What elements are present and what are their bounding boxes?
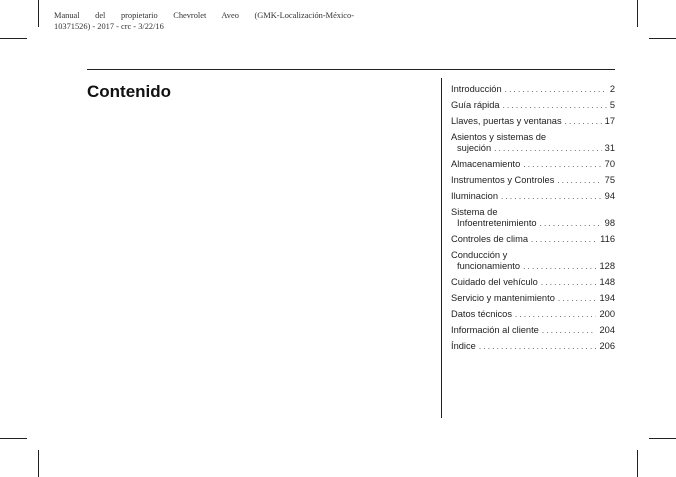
toc-entry[interactable] bbox=[451, 309, 615, 320]
crop-mark-tr-v bbox=[637, 0, 638, 27]
toc-leader-dots bbox=[540, 218, 602, 229]
toc-entry-page: 5 bbox=[609, 100, 615, 110]
toc-leader-dots bbox=[523, 159, 601, 170]
toc-entry-label: Índice bbox=[451, 341, 476, 351]
toc-entry[interactable] bbox=[451, 277, 615, 288]
toc-entry-label: Instrumentos y Controles bbox=[451, 175, 555, 185]
toc-entry-row bbox=[451, 116, 615, 127]
print-header-line-1: Manual del propietario Chevrolet Aveo (GMK-Localización-México- bbox=[54, 11, 354, 20]
toc-entry[interactable] bbox=[451, 116, 615, 127]
toc-entry-row bbox=[451, 191, 615, 202]
toc-entry[interactable] bbox=[451, 250, 615, 272]
toc-leader-dots bbox=[505, 84, 607, 95]
toc-entry[interactable] bbox=[451, 234, 615, 245]
toc-entry-page: 148 bbox=[599, 277, 615, 287]
toc-entry-row bbox=[451, 84, 615, 95]
toc-entry-label: Iluminacion bbox=[451, 191, 499, 201]
toc-entry-label: Almacenamiento bbox=[451, 159, 521, 169]
toc-entry-label: Controles de clima bbox=[451, 234, 528, 244]
toc-entry-row bbox=[451, 293, 615, 304]
toc-leader-dots bbox=[531, 234, 597, 245]
toc-entry-row bbox=[451, 277, 615, 288]
toc-entry-label-line1: Sistema de bbox=[451, 207, 498, 217]
toc-leader-dots bbox=[558, 293, 597, 304]
toc-leader-dots bbox=[523, 261, 596, 272]
toc-leader-dots bbox=[494, 143, 602, 154]
toc-entry-page: 98 bbox=[604, 218, 615, 228]
toc-leader-dots bbox=[542, 325, 597, 336]
toc-entry-row bbox=[451, 159, 615, 170]
crop-mark-br-v bbox=[637, 450, 638, 477]
print-header-line-2: 10371526) - 2017 - crc - 3/22/16 bbox=[54, 21, 164, 31]
toc-entry-row bbox=[451, 261, 615, 272]
toc-entry-label: Infoentretenimiento bbox=[457, 218, 537, 228]
toc-entry-label: Datos técnicos bbox=[451, 309, 512, 319]
toc-entry-label: funcionamiento bbox=[457, 261, 521, 271]
toc-entry-row bbox=[451, 218, 615, 229]
toc-entry[interactable] bbox=[451, 293, 615, 304]
toc-entry-page: 75 bbox=[604, 175, 615, 185]
print-header bbox=[54, 11, 354, 32]
toc-entry[interactable] bbox=[451, 207, 615, 229]
column-divider bbox=[441, 78, 442, 418]
toc-entry-page: 128 bbox=[599, 261, 615, 271]
page-title: Contenido bbox=[87, 82, 172, 101]
crop-mark-bl-h bbox=[0, 438, 27, 439]
toc-entry-label: Guía rápida bbox=[451, 100, 500, 110]
toc-entry[interactable] bbox=[451, 159, 615, 170]
toc-leader-dots bbox=[541, 277, 597, 288]
toc-leader-dots bbox=[515, 309, 597, 320]
toc-entry-row bbox=[451, 309, 615, 320]
toc-entry-page: 17 bbox=[604, 116, 615, 126]
top-rule bbox=[87, 69, 615, 70]
toc-leader-dots bbox=[565, 116, 602, 127]
toc-entry-label: Cuidado del vehículo bbox=[451, 277, 538, 287]
toc-entry[interactable] bbox=[451, 84, 615, 95]
crop-mark-tl-h bbox=[0, 38, 27, 39]
toc-entry[interactable] bbox=[451, 132, 615, 154]
toc-entry-row bbox=[451, 143, 615, 154]
toc-entry-page: 31 bbox=[604, 143, 615, 153]
toc-entry-row bbox=[451, 341, 615, 352]
toc-entry-page: 194 bbox=[599, 293, 615, 303]
toc-entry-label: sujeción bbox=[457, 143, 492, 153]
toc-entry-label: Llaves, puertas y ventanas bbox=[451, 116, 562, 126]
toc-entry-row bbox=[451, 234, 615, 245]
toc-entry[interactable] bbox=[451, 175, 615, 186]
toc-entry-page: 206 bbox=[599, 341, 615, 351]
toc-entry-page: 116 bbox=[600, 234, 615, 244]
toc-entry-row bbox=[451, 175, 615, 186]
crop-mark-tl-v bbox=[38, 0, 39, 27]
toc-entry-label-line1: Asientos y sistemas de bbox=[451, 132, 547, 142]
toc-entry-page: 2 bbox=[609, 84, 615, 94]
crop-mark-tr-h bbox=[649, 38, 676, 39]
toc-entry-page: 200 bbox=[599, 309, 615, 319]
toc-leader-dots bbox=[557, 175, 601, 186]
toc-entry[interactable] bbox=[451, 191, 615, 202]
toc-entry-label: Introducción bbox=[451, 84, 502, 94]
toc-entry-label-line1: Conducción y bbox=[451, 250, 508, 260]
toc-entry-row bbox=[451, 100, 615, 111]
toc-leader-dots bbox=[503, 100, 607, 111]
toc-entry[interactable] bbox=[451, 100, 615, 111]
toc-entry-page: 70 bbox=[604, 159, 615, 169]
toc-entry-row bbox=[451, 325, 615, 336]
toc-entry-label: Información al cliente bbox=[451, 325, 539, 335]
toc-entry-label: Servicio y mantenimiento bbox=[451, 293, 555, 303]
toc-entry-page: 204 bbox=[599, 325, 615, 335]
toc-entry[interactable] bbox=[451, 341, 615, 352]
toc-entry-page: 94 bbox=[604, 191, 615, 201]
crop-mark-bl-v bbox=[38, 450, 39, 477]
toc-leader-dots bbox=[479, 341, 597, 352]
toc-leader-dots bbox=[501, 191, 602, 202]
table-of-contents bbox=[451, 84, 615, 357]
toc-entry[interactable] bbox=[451, 325, 615, 336]
crop-mark-br-h bbox=[649, 438, 676, 439]
